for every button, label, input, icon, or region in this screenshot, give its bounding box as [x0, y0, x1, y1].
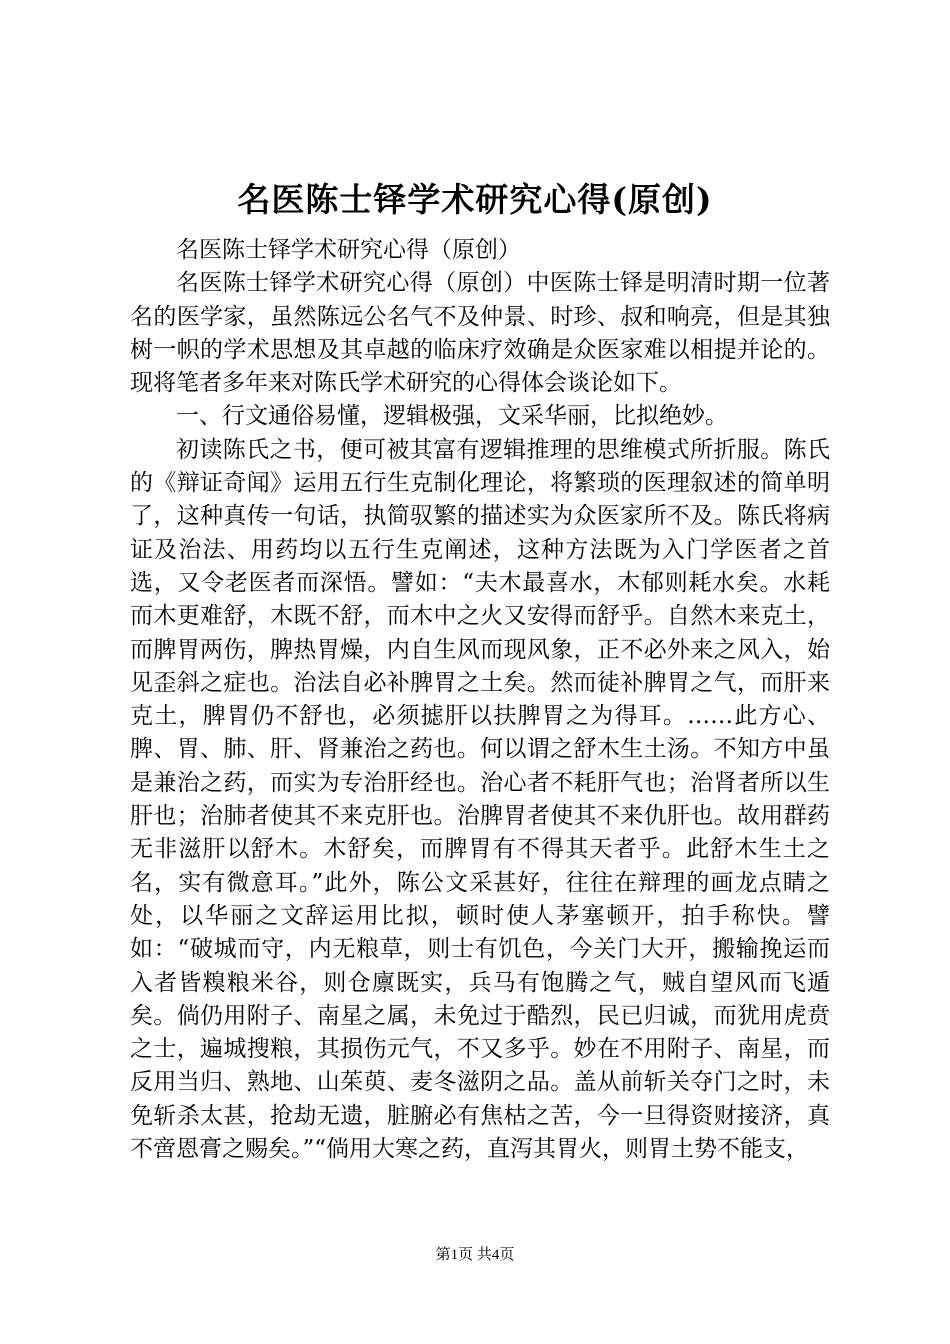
document-body: [130, 234, 830, 1166]
section-heading: 一、行文通俗易懂，逻辑极强，文采华丽，比拟绝妙。: [176, 403, 728, 430]
document-title: 名医陈士铎学术研究心得(原创): [237, 180, 713, 219]
body-paragraph: 初读陈氏之书，便可被其富有逻辑推理的思维模式所折服。陈氏的《辩证奇闻》运用五行生克制化理论，将繁琐的医理叙述的简单明了，这种真传一句话，执简驭繁的描述实为众医家所不及。陈氏将病证及治法、用药均以五行生克阐述，这种方法既为入门学医者之首选，又令老医者而深悟。譬如：“夫木最喜水，木郁则耗水矣。水耗而木更难舒，木既不舒，而木中之火又安得而舒乎。自然木来克土，而脾胃两伤，脾热胃燥，内自生风而现风象，正不必外来之风入，始见歪斜之症也。治法自必补脾胃之土矣。然而徒补脾胃之气，而肝来克土，脾胃仍不舒也，必须摅肝以扶脾胃之为得耳。……此方心、脾、胃、肺、肝、肾兼治之药也。何以谓之舒木生土汤。不知方中虽是兼治之药，而实为专治肝经也。治心者不耗肝气也；治肾者所以生肝也；治肺者使其不来克肝也。治脾胃者使其不来仇肝也。故用群药无非滋肝以舒木。木舒矣，而脾胃有不得其天者乎。此舒木生土之名，实有微意耳。”此外，陈公文采甚好，往往在辩理的画龙点睛之处，以华丽之文辞运用比拟，顿时使人茅塞顿开，拍手称快。譬如：“破城而守，内无粮草，则士有饥色，今关门大开，搬输挽运而入者皆糗粮米谷，则仓廪既实，兵马有饱腾之气，贼自望风而飞遁矣。倘仍用附子、南星之属，未免过于酷烈，民已归诚，而犹用虎贲之士，遍城搜粮，其损伤元气，不又多乎。妙在不用附子、南星，而反用当归、熟地、山茱萸、麦冬滋阴之品。盖从前斩关夺门之时，未免斩杀太甚，抢劫无遗，脏腑必有焦枯之苦，今一旦得资财接济，真不啻恩膏之赐矣。”“倘用大寒之药，直泻其胃火，则胃土势不能支，: [130, 436, 830, 1163]
page-number-footer: 第1页 共4页: [435, 1247, 515, 1263]
body-paragraph: 名医陈士铎学术研究心得（原创）: [176, 237, 521, 263]
body-paragraph: 名医陈士铎学术研究心得（原创）中医陈士铎是明清时期一位著名的医学家，虽然陈远公名气不及仲景、时珍、叔和响亮，但是其独树一帜的学术思想及其卓越的临床疗效确是众医家难以相提并论的。现将笔者多年来对陈氏学术研究的心得体会谈论如下。: [130, 270, 830, 397]
